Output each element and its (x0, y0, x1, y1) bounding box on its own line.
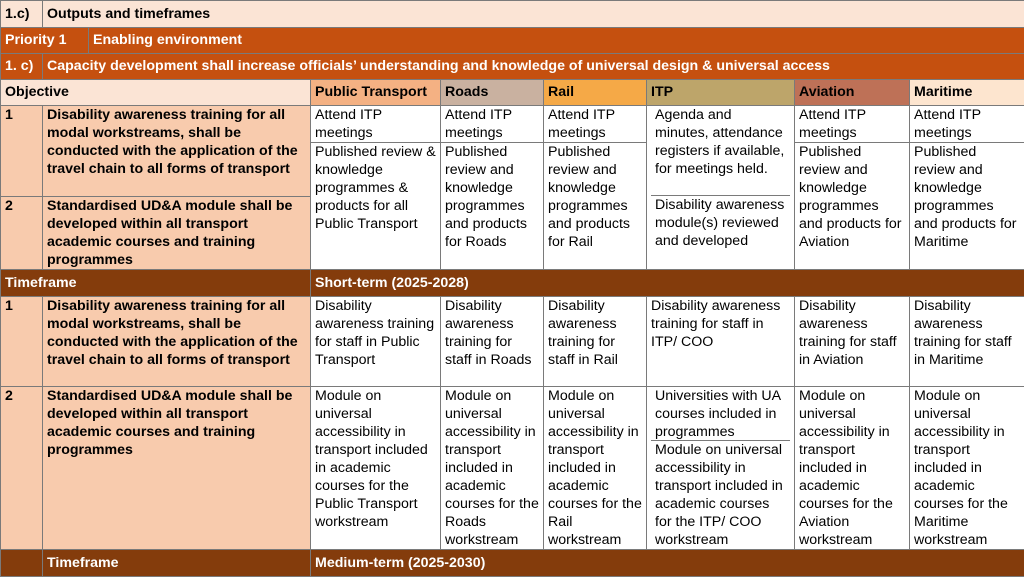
aviation-module: Module on universal accessibility in transport included in academic courses for the Aviation workstream (795, 387, 910, 550)
timeframe-short-value: Short-term (2025-2028) (311, 270, 1024, 297)
roads-module: Module on universal accessibility in transport included in academic courses for the Roads workstream (441, 387, 544, 550)
col-aviation: Aviation (795, 80, 910, 106)
col-public-transport: Public Transport (311, 80, 441, 106)
objective-text-2: Standardised UD&A module shall be developed within all transport academic courses and training programmes (43, 197, 311, 270)
roads-attend: Attend ITP meetings (441, 106, 544, 143)
itp-training: Disability awareness training for staff in ITP/ COO (647, 297, 795, 387)
timeframe-medium-value: Medium-term (2025-2030) (311, 550, 1024, 577)
aviation-training: Disability awareness training for staff in Aviation (795, 297, 910, 387)
table-row (1, 387, 1024, 550)
timeframe-short-row (1, 270, 1024, 297)
objective-num-2: 2 (1, 197, 43, 270)
maritime-attend: Attend ITP meetings (910, 106, 1024, 143)
priority-title: Enabling environment (89, 28, 1024, 54)
objective-text-2-b: Standardised UD&A module shall be developed within all transport academic courses and training programmes (43, 387, 311, 550)
pt-attend: Attend ITP meetings (311, 106, 441, 143)
rail-training: Disability awareness training for staff in Rail (544, 297, 647, 387)
rail-attend: Attend ITP meetings (544, 106, 647, 143)
timeframe-short-label: Timeframe (1, 270, 311, 297)
objective-title: Capacity development shall increase officials’ understanding and knowledge of universal design & universal access (43, 54, 1024, 80)
table-row (1, 297, 1024, 387)
col-maritime: Maritime (910, 80, 1024, 106)
itp-module-cell (647, 387, 795, 550)
rail-module: Module on universal accessibility in transport included in academic courses for the Rail workstream (544, 387, 647, 550)
col-objective: Objective (1, 80, 311, 106)
roads-published: Published review and knowledge programmes and products for Roads (441, 143, 544, 270)
timeframe-medium-row (1, 550, 1024, 577)
maritime-training: Disability awareness training for staff in Maritime (910, 297, 1024, 387)
maritime-published: Published review and knowledge programmes and products for Maritime (910, 143, 1024, 270)
aviation-published: Published review and knowledge programmes and products for Aviation (795, 143, 910, 270)
col-roads: Roads (441, 80, 544, 106)
col-rail: Rail (544, 80, 647, 106)
section-title: Outputs and timeframes (43, 1, 1024, 28)
timeframe-medium-label: Timeframe (43, 550, 311, 577)
priority-label: Priority 1 (1, 28, 89, 54)
maritime-module: Module on universal accessibility in transport included in academic courses for the Maritime workstream (910, 387, 1024, 550)
section-number: 1.c) (1, 1, 43, 28)
itp-module-ua: Module on universal accessibility in transport included in academic courses for the ITP/ COO workstream (651, 440, 790, 549)
objective-text-1-b: Disability awareness training for all modal workstreams, shall be conducted with the application of the travel chain to all forms of transport (43, 297, 311, 387)
itp-module: Disability awareness module(s) reviewed and developed (651, 195, 790, 268)
section-header-row (1, 1, 1024, 28)
table-row (1, 106, 1024, 143)
roads-training: Disability awareness training for staff in Roads (441, 297, 544, 387)
aviation-attend: Attend ITP meetings (795, 106, 910, 143)
rail-published: Published review and knowledge programmes and products for Rail (544, 143, 647, 270)
objective-num-1: 1 (1, 106, 43, 197)
itp-universities: Universities with UA courses included in programmes (651, 387, 790, 440)
objective-header-row (1, 54, 1024, 80)
priority-row (1, 28, 1024, 54)
objective-num-1-b: 1 (1, 297, 43, 387)
objective-number: 1. c) (1, 54, 43, 80)
objective-num-2-b: 2 (1, 387, 43, 550)
itp-agenda: Agenda and minutes, attendance registers if available, for meetings held. (651, 106, 790, 195)
pt-training: Disability awareness training for staff in Public Transport (311, 297, 441, 387)
objective-text-1: Disability awareness training for all modal workstreams, shall be conducted with the application of the travel chain to all forms of transport (43, 106, 311, 197)
pt-module: Module on universal accessibility in transport included in academic courses for the Public Transport workstream (311, 387, 441, 550)
col-itp: ITP (647, 80, 795, 106)
column-header-row (1, 80, 1024, 106)
itp-cell (647, 106, 795, 270)
timeframe-medium-spacer (1, 550, 43, 577)
pt-published: Published review & knowledge programmes & products for all Public Transport (311, 143, 441, 270)
